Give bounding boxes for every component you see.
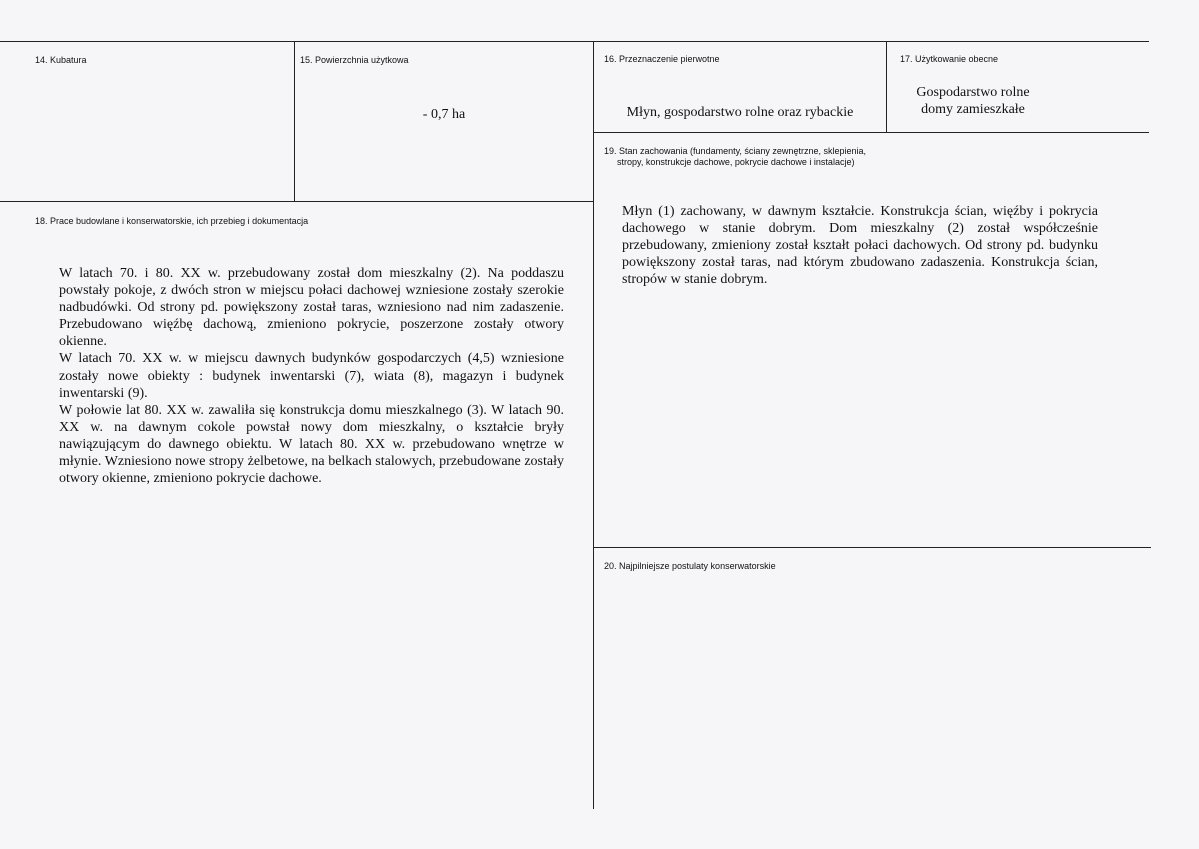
field-18-text: W latach 70. i 80. XX w. przebudowany został dom mieszkalny (2). Na poddaszu powstały pokoje, z dwóch stron w miejscu połaci dachowej wzniesione zostały szerokie nadbudówki. Od strony pd. powiększony został taras, wzniesiono nad nim zadaszenie. Przebudowano więźbę dachową, zmieniono pokrycie, poszerzone zostały otwory okienne. W latach 70. XX w. w miejscu dawnych budynków gospodarczych (4,5) wzniesione zostały nowe obiekty : budynek inwentarski (7), wiata (8), magazyn i budynek inwentarski (9). W połowie lat 80. XX w. zawaliła się konstrukcja domu mieszkalnego (3). W latach 90. XX w. na dawnym cokole powstał nowy dom mieszkalny, o kształcie bryły nawiązującym do dawnego obiektu. W latach 80. XX w. przebudowano wnętrze w młynie. Wzniesiono nowe stropy żelbetowe, na belkach stalowych, przebudowane zostały otwory okienne, zmieniono pokrycie dachowe. (59, 266, 564, 487)
rule-above-20 (593, 547, 1151, 548)
field-15-label: 15. Powierzchnia użytkowa (300, 55, 409, 65)
field-17-value-line2: domy zamieszkałe (921, 102, 1025, 117)
field-19-label-line2: stropy, konstrukcje dachowe, pokrycie dachowe i instalacje) (617, 157, 855, 167)
divider-15-16 (593, 41, 594, 809)
field-14-label: 14. Kubatura (35, 55, 87, 65)
field-16-value: Młyn, gospodarstwo rolne oraz rybackie (626, 105, 854, 120)
field-18-label: 18. Prace budowlane i konserwatorskie, ich przebieg i dokumentacja (35, 216, 309, 226)
field-17-label: 17. Użytkowanie obecne (900, 54, 999, 64)
field-20-label: 20. Najpilniejsze postulaty konserwatorskie (604, 561, 776, 571)
field-19-label-line1: 19. Stan zachowania (fundamenty, ściany zewnętrzne, sklepienia, (604, 146, 866, 156)
field-16-label: 16. Przeznaczenie pierwotne (604, 54, 720, 64)
top-rule (0, 41, 1149, 42)
field-15-value: - 0,7 ha (422, 107, 466, 122)
field-17-value-line1: Gospodarstwo rolne (916, 85, 1030, 100)
rule-under-14-15 (0, 201, 594, 202)
rule-under-16-17 (593, 132, 1149, 133)
field-19-text: Młyn (1) zachowany, w dawnym kształcie. Konstrukcja ścian, więźby i pokrycia dachowego w stanie dobrym. Dom mieszkalny (2) został współcześnie przebudowany, zmieniony został kształt połaci dachowych. Od strony pd. budynku powiększony został taras, nad którym zbudowano zadaszenia. Konstrukcja ścian, stropów w stanie dobrym. (622, 204, 1098, 288)
